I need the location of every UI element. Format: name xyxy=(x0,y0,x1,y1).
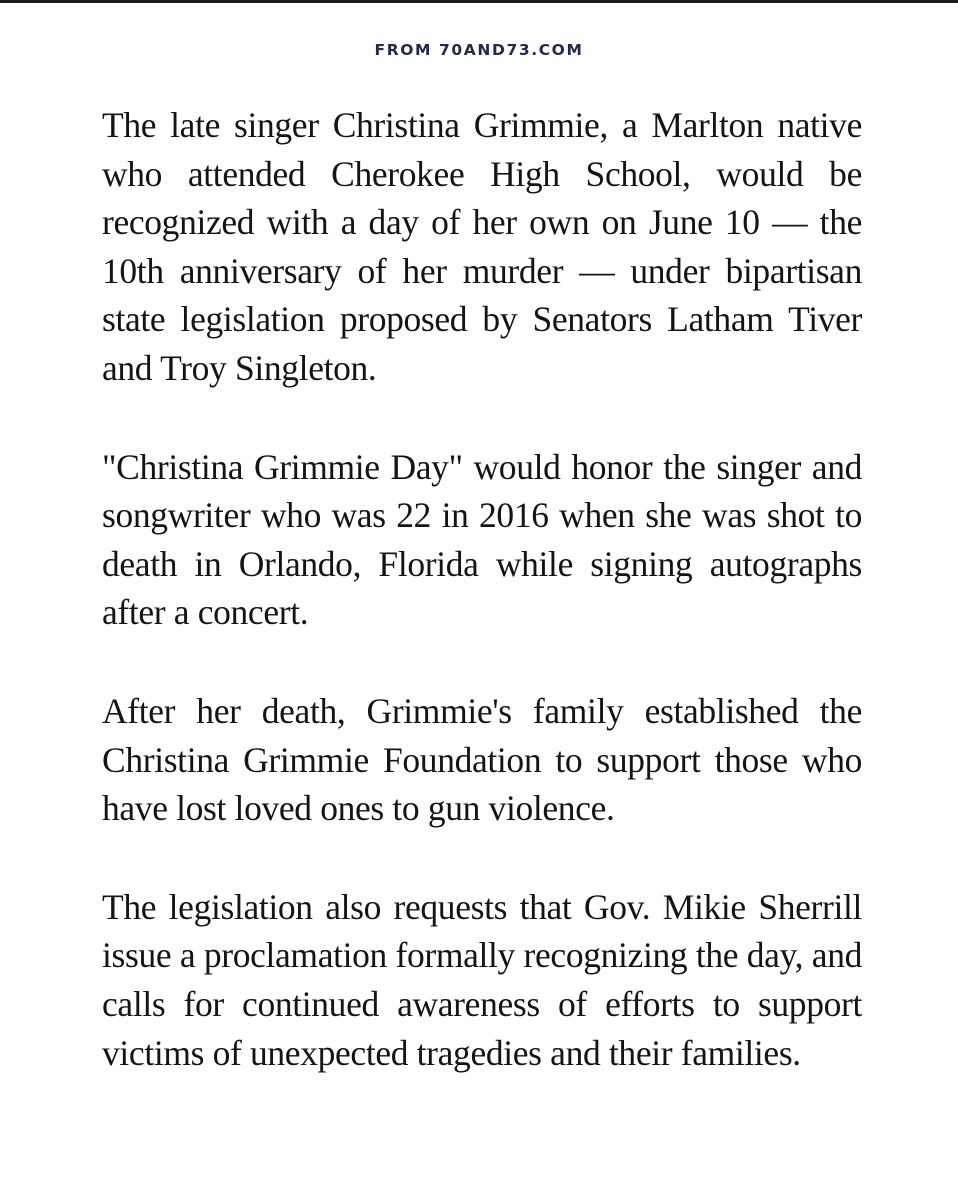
article-body xyxy=(102,101,862,1127)
article-paragraph-4: The legislation also requests that Gov. Mikie Sherrill issue a proclamation formally recognizing the day, and calls for continued awareness of efforts to support victims of unexpected tragedies and their families. xyxy=(102,886,862,1073)
article-paragraph-1: The late singer Christina Grimmie, a Marlton native who attended Cherokee High School, would be recognized with a day of her own on June 10 — the 10th anniversary of her murder — under bipartisan state legislation proposed by Senators Latham Tiver and Troy Singleton. xyxy=(102,105,862,388)
source-label: FROM 70AND73.COM xyxy=(374,41,584,59)
article-paragraph-3: After her death, Grimmie's family established the Christina Grimmie Foundation to support those who have lost loved ones to gun violence. xyxy=(102,690,862,829)
top-border-rule xyxy=(0,0,958,3)
article-paragraph-2: "Christina Grimmie Day" would honor the singer and songwriter who was 22 in 2016 when she was shot to death in Orlando, Florida while signing autographs after a concert. xyxy=(102,446,862,633)
